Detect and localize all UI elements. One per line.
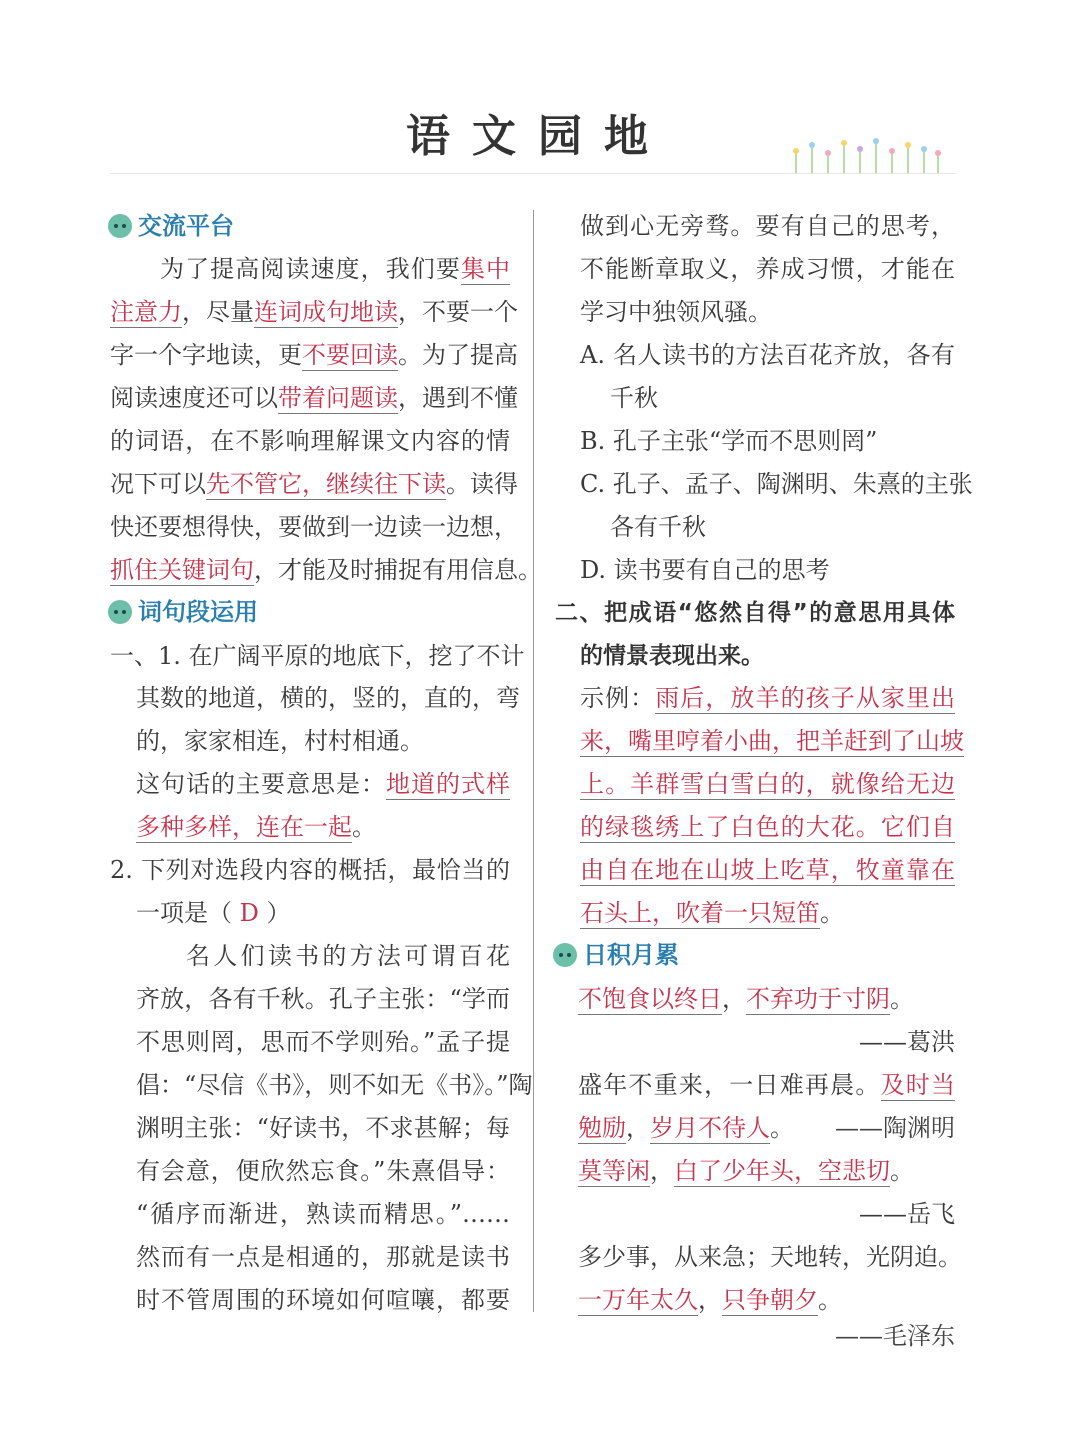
text-line (136, 809, 510, 845)
answer-text: 莫等闲 (578, 1156, 650, 1185)
answer-text: 只争朝夕 (722, 1285, 818, 1314)
answer-text: 雨后，放羊的孩子从家里出 (655, 684, 956, 713)
body-text: 快还要想得快，要做到一边读一边想， (110, 512, 518, 541)
text-line (580, 852, 955, 888)
body-text: 。读得 (446, 469, 518, 498)
body-text: 渊明主张：“好读书，不求甚解；每 (136, 1113, 510, 1142)
answer-text: 由自在地在山坡上吃草，牧童靠在 (580, 856, 955, 885)
answer-text: 连词成句地读 (254, 297, 398, 326)
body-text: 示例： (580, 684, 656, 713)
heading-text: 日积月累 (583, 941, 679, 969)
body-text: B. 孔子主张“学而不思则罔” (580, 426, 878, 455)
body-text: 。 (818, 1285, 842, 1314)
text-line (110, 337, 518, 373)
text-line (578, 1196, 955, 1232)
answer-text: 石头上，吹着一只短笛 (580, 899, 820, 928)
body-text: 阅读速度还可以 (110, 383, 278, 412)
body-text: 。 (770, 1113, 794, 1142)
answer-text: 不饱食以终日 (578, 985, 722, 1014)
text-line (110, 423, 510, 459)
author-attribution: ——毛泽东 (835, 1321, 955, 1350)
section-bullet-icon (108, 214, 132, 238)
page-title: 语文园地 (406, 111, 670, 162)
body-text: 盛年不重来，一日难再晨。 (578, 1071, 881, 1099)
body-text: ，不要一个 (398, 297, 518, 326)
answer-text: 集中 (460, 254, 511, 283)
answer-text: 岁月不待人 (650, 1113, 770, 1142)
text-line (136, 766, 510, 802)
body-text: 其数的地道，横的，竖的，直的，弯 (136, 684, 520, 713)
text-line (110, 638, 525, 674)
text-line (136, 895, 510, 931)
text-line (580, 809, 955, 845)
text-line (580, 466, 973, 502)
author-attribution: ——陶渊明 (835, 1113, 955, 1142)
body-text: 不能断章取义，养成习惯，才能在 (580, 254, 955, 283)
answer-text: 带着问题读 (278, 383, 398, 412)
body-text: 多少事，从来急；天地转，光阴迫。 (578, 1242, 962, 1271)
body-text: 时不管周围的环境如何喧嚷，都要 (136, 1285, 510, 1314)
text-line (160, 251, 510, 287)
text-line (580, 294, 955, 330)
text-line (136, 680, 520, 716)
text-line (610, 509, 955, 545)
text-line (186, 938, 510, 974)
body-text: “循序而渐进，熟读而精思。”…… (136, 1199, 510, 1228)
body-text: 做到心无旁骛。要有自己的思考， (580, 212, 955, 240)
text-line (555, 595, 955, 631)
text-line (578, 1024, 955, 1060)
body-text: 学习中独领风骚。 (580, 297, 772, 326)
body-text: 字一个字地读，更 (110, 340, 302, 369)
text-line (580, 766, 955, 802)
text-line (578, 1067, 955, 1103)
text-line (578, 1282, 955, 1350)
text-line (580, 723, 964, 759)
body-text: C. 孔子、孟子、陶渊明、朱熹的主张 (580, 469, 973, 498)
text-line (610, 380, 955, 416)
body-text: 有会意，便欣然忘食。”朱熹倡导： (136, 1156, 510, 1185)
section-heading-words-sentences (108, 594, 258, 630)
answer-text: 地道的式样 (386, 770, 510, 799)
body-text: ） (258, 899, 291, 928)
body-text: 一、1. 在广阔平原的地底下，挖了不计 (110, 641, 525, 670)
text-line (580, 251, 955, 287)
answer-text: 来，嘴里哼着小曲，把羊赶到了山坡 (580, 727, 964, 756)
body-text: 况下可以 (110, 469, 206, 498)
text-line (580, 423, 955, 459)
section-bullet-icon (108, 600, 132, 624)
body-text: 。为了提高 (398, 340, 518, 369)
flower-decoration-icon (788, 135, 948, 175)
answer-text: 及时当 (880, 1071, 956, 1099)
text-line (110, 294, 518, 330)
answer-text: 的绿毯绣上了白色的大花。它们自 (580, 813, 955, 842)
body-text: 倡：“尽信《书》，则不如无《书》。”陶 (136, 1071, 533, 1099)
text-line (136, 1067, 533, 1103)
body-text: 。 (890, 985, 914, 1014)
body-text: 二、把成语“悠然自得”的意思用具体 (555, 599, 955, 626)
text-line (580, 337, 955, 373)
text-line (110, 552, 542, 588)
body-text: ， (698, 1285, 722, 1314)
text-line (136, 723, 510, 759)
text-line (110, 380, 518, 416)
body-text: ， (626, 1113, 650, 1142)
text-line (136, 1239, 510, 1275)
section-heading-exchange (108, 208, 234, 244)
answer-text: 抓住关键词句 (110, 555, 254, 584)
body-text: 千秋 (610, 383, 658, 412)
text-line (136, 1153, 510, 1189)
body-text: 不思则罔，思而不学则殆。”孟子提 (136, 1028, 510, 1057)
body-text: 名人们读书的方法可谓百花 (186, 942, 510, 971)
body-text: 。 (820, 899, 844, 928)
body-text: 2. 下列对选段内容的概括，最恰当的 (110, 856, 510, 885)
body-text: ，尽量 (182, 297, 254, 326)
text-line (578, 1153, 955, 1189)
text-line (578, 981, 955, 1017)
text-line (136, 1196, 510, 1232)
body-text: A. 名人读书的方法百花齐放，各有 (580, 340, 955, 369)
text-line (110, 509, 518, 545)
answer-text: 先不管它，继续往下读 (206, 469, 446, 498)
body-text: D. 读书要有自己的思考 (580, 555, 830, 584)
text-line (136, 1110, 510, 1146)
body-text: 的，家家相连，村村相通。 (136, 727, 424, 756)
text-line (580, 895, 955, 931)
body-text: 各有千秋 (610, 512, 706, 541)
column-divider (533, 210, 534, 1312)
heading-text: 交流平台 (138, 212, 234, 240)
body-text: ，遇到不懂 (398, 383, 518, 412)
text-line (110, 852, 510, 888)
body-text: 的词语，在不影响理解课文内容的情 (110, 426, 510, 455)
text-line (580, 680, 955, 716)
answer-text: 上。羊群雪白雪白的，就像给无边 (580, 770, 955, 799)
body-text: 为了提高阅读速度，我们要 (160, 254, 461, 283)
body-text: 。 (890, 1156, 914, 1185)
body-text: ， (650, 1156, 674, 1185)
answer-text: 多种多样，连在一起 (136, 813, 352, 842)
text-line (136, 1024, 510, 1060)
answer-text: 一万年太久 (578, 1285, 698, 1314)
answer-text: 不要回读 (302, 340, 398, 369)
section-heading-accumulation (553, 937, 679, 973)
text-line (110, 466, 518, 502)
body-text: 的情景表现出来。 (580, 642, 764, 669)
body-text: 这句话的主要意思是： (136, 770, 386, 799)
text-line (580, 208, 955, 244)
text-line (578, 1110, 955, 1146)
body-text: 齐放，各有千秋。孔子主张：“学而 (136, 985, 510, 1014)
text-line (136, 981, 510, 1017)
heading-text: 词句段运用 (138, 598, 258, 626)
answer-text: 白了少年头，空悲切 (674, 1156, 890, 1185)
body-text: ，才能及时捕捉有用信息。 (254, 555, 542, 584)
answer-text: 注意力 (110, 297, 182, 326)
body-text: 一项是（ (136, 899, 240, 928)
answer-text: 勉励 (578, 1113, 626, 1142)
body-text: ， (722, 985, 746, 1014)
answer-text: 不弃功于寸阴 (746, 985, 890, 1014)
body-text: 。 (352, 813, 376, 842)
section-bullet-icon (553, 943, 577, 967)
body-text: 然而有一点是相通的，那就是读书 (136, 1242, 510, 1271)
text-line (580, 552, 955, 588)
answer-choice: D (239, 899, 259, 928)
text-line (136, 1282, 510, 1318)
body-text: ——岳飞 (859, 1199, 955, 1228)
text-line (580, 638, 955, 674)
body-text: ——葛洪 (859, 1028, 955, 1057)
text-line (578, 1239, 962, 1275)
